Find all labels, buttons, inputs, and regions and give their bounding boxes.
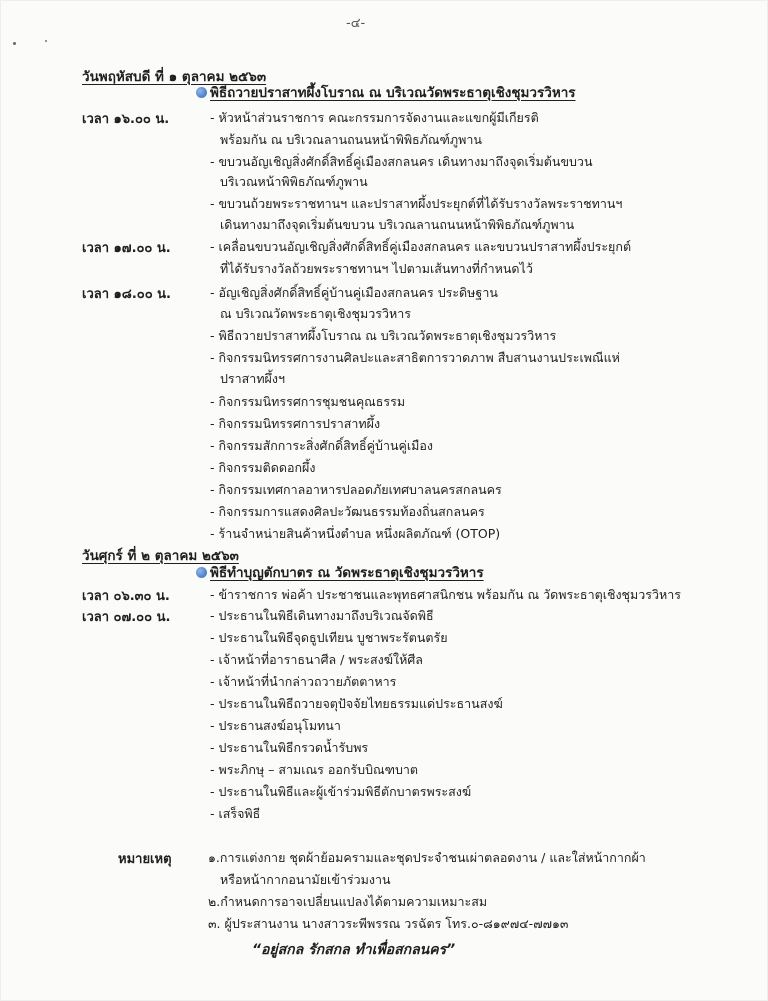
- notes-label: หมายเหตุ: [118, 852, 172, 867]
- schedule-item-cont: เดินทางมาถึงจุดเริ่มต้นขบวน บริเวณลานถนนหน้าพิพิธภัณฑ์ภูพาน: [220, 217, 575, 232]
- schedule-item: - เจ้าหน้าที่นำกล่าวถวายภัตตาหาร: [210, 674, 397, 689]
- schedule-item: - อัญเชิญสิ่งศักดิ์สิทธิ์คู่บ้านคู่เมืองสกลนคร ประดิษฐาน: [210, 285, 498, 300]
- time-label: เวลา ๑๘.๐๐ น.: [82, 287, 171, 302]
- schedule-item: - เคลื่อนขบวนอัญเชิญสิ่งศักดิ์สิทธิ์คู่เมืองสกลนคร และขบวนปราสาทผึ้งประยุกต์: [210, 239, 632, 254]
- page-number: -๔-: [346, 16, 366, 31]
- note-line: ๓. ผู้ประสานงาน นางสาวระพีพรรณ วรฉัตร โทร.๐-๘๑๙๗๔-๗๗๑๓: [208, 916, 569, 931]
- schedule-item-cont: ที่ได้รับรางวัลถ้วยพระราชทานฯ ไปตามเส้นทางที่กำหนดไว้: [220, 261, 533, 276]
- schedule-item: - กิจกรรมเทศกาลอาหารปลอดภัยเทศบาลนครสกลนคร: [210, 482, 502, 497]
- schedule-item: - กิจกรรมนิทรรศการชุมชนคุณธรรม: [210, 394, 406, 409]
- note-line: หรือหน้ากากอนามัยเข้าร่วมงาน: [220, 872, 391, 887]
- schedule-item-cont: ณ บริเวณวัดพระธาตุเชิงชุมวรวิหาร: [220, 306, 411, 321]
- schedule-item: - เสร็จพิธี: [210, 806, 261, 821]
- schedule-item: - ร้านจำหน่ายสินค้าหนึ่งตำบล หนึ่งผลิตภัณฑ์ (OTOP): [210, 526, 501, 541]
- schedule-item: - เจ้าหน้าที่อาราธนาศีล / พระสงฆ์ให้ศีล: [210, 652, 423, 667]
- time-label: เวลา ๑๖.๐๐ น.: [82, 112, 170, 127]
- schedule-item: - ขบวนถ้วยพระราชทานฯ และปราสาทผึ้งประยุกต์ที่ได้รับรางวัลพระราชทานฯ: [210, 196, 623, 211]
- time-label: เวลา ๐๖.๓๐ น.: [82, 589, 170, 604]
- schedule-item: - ประธานในพิธีถวายจตุปัจจัยไทยธรรมแด่ประธานสงฆ์: [210, 696, 503, 711]
- bullet-icon: [196, 87, 207, 98]
- bullet-icon: [196, 567, 207, 578]
- schedule-item: - ประธานในพิธีจุดธูปเทียน บูชาพระรัตนตรัย: [210, 630, 448, 645]
- day-2-title: วันศุกร์ ที่ ๒ ตุลาคม ๒๕๖๓: [82, 548, 239, 564]
- day-1-section-text: พิธีถวายปราสาทผึ้งโบราณ ณ บริเวณวัดพระธาตุเชิงชุมวรวิหาร: [210, 85, 576, 101]
- schedule-item-cont: บริเวณหน้าพิพิธภัณฑ์ภูพาน: [220, 174, 368, 189]
- schedule-item: - กิจกรรมสักการะสิ่งศักดิ์สิทธิ์คู่บ้านคู่เมือง: [210, 438, 434, 453]
- scan-speck: [13, 42, 16, 45]
- schedule-item: - ประธานในพิธีเดินทางมาถึงบริเวณจัดพิธี: [210, 608, 434, 623]
- schedule-item: - ประธานในพิธีและผู้เข้าร่วมพิธีตักบาตรพระสงฆ์: [210, 784, 472, 799]
- schedule-item: - ข้าราชการ พ่อค้า ประชาชนและพุทธศาสนิกชน พร้อมกัน ณ วัดพระธาตุเชิงชุมวรวิหาร: [210, 587, 682, 602]
- schedule-item: - พระภิกษุ – สามเณร ออกรับบิณฑบาต: [210, 762, 419, 777]
- scan-speck: [45, 40, 47, 42]
- schedule-item: - กิจกรรมนิทรรศการงานศิลปะและสาธิตการวาดภาพ สืบสานงานประเพณีแห่: [210, 350, 620, 365]
- schedule-item-cont: ปราสาทผึ้งฯ: [220, 371, 286, 386]
- slogan: “อยู่สกล รักสกล ทำเพื่อสกลนคร”: [252, 942, 456, 958]
- day-2-section-text: พิธีทำบุญตักบาตร ณ วัดพระธาตุเชิงชุมวรวิหาร: [210, 565, 484, 581]
- schedule-item: - กิจกรรมการแสดงศิลปะวัฒนธรรมท้องถิ่นสกลนคร: [210, 504, 485, 519]
- schedule-item: - ประธานในพิธีกรวดน้ำรับพร: [210, 740, 369, 755]
- schedule-item: - ขบวนอัญเชิญสิ่งศักดิ์สิทธิ์คู่เมืองสกลนคร เดินทางมาถึงจุดเริ่มต้นขบวน: [210, 154, 593, 169]
- day-1-section-heading: [196, 81, 576, 103]
- schedule-item: - ประธานสงฆ์อนุโมทนา: [210, 718, 341, 733]
- schedule-item: - กิจกรรมนิทรรศการปราสาทผึ้ง: [210, 416, 381, 431]
- day-1-title: วันพฤหัสบดี ที่ ๑ ตุลาคม ๒๕๖๓: [82, 69, 267, 85]
- time-label: เวลา ๐๗.๐๐ น.: [82, 610, 171, 625]
- schedule-item: - หัวหน้าส่วนราชการ คณะกรรมการจัดงานและแขกผู้มีเกียรติ: [210, 110, 539, 125]
- time-label: เวลา ๑๗.๐๐ น.: [82, 241, 171, 256]
- schedule-item-cont: พร้อมกัน ณ บริเวณลานถนนหน้าพิพิธภัณฑ์ภูพาน: [220, 132, 482, 147]
- day-2-section-heading: [196, 561, 484, 583]
- schedule-item: - พิธีถวายปราสาทผึ้งโบราณ ณ บริเวณวัดพระธาตุเชิงชุมวรวิหาร: [210, 328, 557, 343]
- note-line: ๒.กำหนดการอาจเปลี่ยนแปลงได้ตามความเหมาะสม: [208, 894, 488, 909]
- schedule-item: - กิจกรรมติดดอกผึ้ง: [210, 460, 316, 475]
- note-line: ๑.การแต่งกาย ชุดผ้าย้อมครามและชุดประจำชนเผ่าตลอดงาน / และใส่หน้ากากผ้า: [208, 850, 646, 865]
